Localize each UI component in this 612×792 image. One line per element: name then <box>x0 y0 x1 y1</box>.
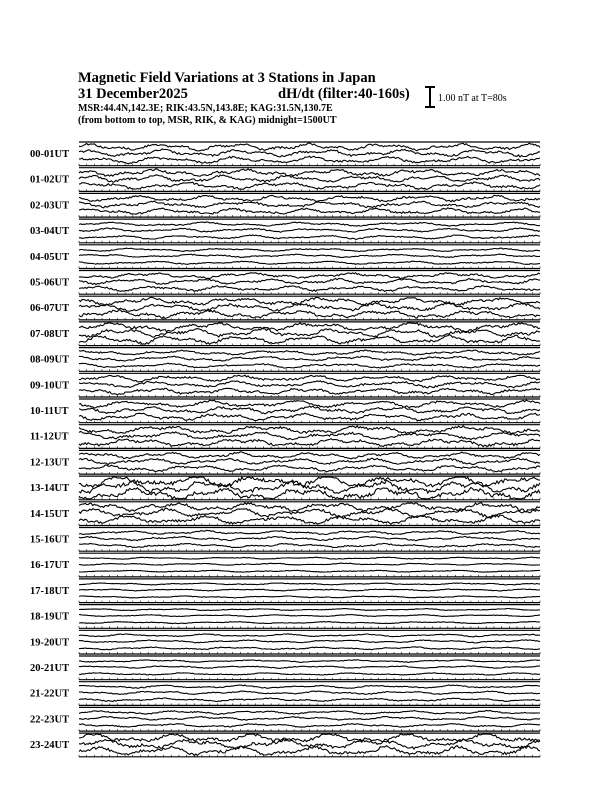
trace-kag <box>79 530 540 534</box>
row-02-03UT <box>30 193 540 217</box>
minute-ticks <box>79 524 540 526</box>
row-label: 06-07UT <box>30 303 70 315</box>
trace-kag <box>79 634 540 637</box>
trace-rik <box>79 201 540 208</box>
trace-kag <box>79 169 540 177</box>
row-label: 00-01UT <box>30 149 70 160</box>
row-label: 23-24UT <box>30 740 70 752</box>
trace-msr <box>79 310 540 319</box>
trace-rik <box>79 175 540 182</box>
row-label: 15-16UT <box>30 534 70 546</box>
row-04-05UT <box>30 245 540 269</box>
trace-rik <box>79 356 540 361</box>
minute-ticks <box>79 446 540 448</box>
trace-kag <box>79 477 540 487</box>
row-08-09UT <box>30 348 540 372</box>
row-label: 04-05UT <box>30 251 70 263</box>
row-09-10UT <box>30 373 540 397</box>
trace-kag <box>79 143 540 151</box>
date-label: 31 December2025 <box>78 86 188 102</box>
row-13-14UT <box>30 476 540 500</box>
trace-msr <box>79 515 540 524</box>
trace-kag <box>79 323 540 332</box>
trace-msr <box>79 335 540 344</box>
row-label: 01-02UT <box>30 174 70 186</box>
trace-msr <box>79 543 540 547</box>
row-label: 13-14UT <box>30 483 70 495</box>
minute-ticks <box>79 164 540 166</box>
row-12-13UT <box>30 450 540 474</box>
trace-rik <box>79 589 540 591</box>
trace-msr <box>79 388 540 395</box>
trace-msr <box>79 488 540 499</box>
row-label: 03-04UT <box>30 226 70 238</box>
trace-kag <box>79 248 540 252</box>
trace-rik <box>79 381 540 388</box>
row-label: 14-15UT <box>30 508 70 520</box>
trace-kag <box>79 222 540 226</box>
trace-msr <box>79 363 540 368</box>
row-00-01UT <box>30 142 540 166</box>
minute-ticks <box>79 267 540 269</box>
minute-ticks <box>79 703 540 705</box>
stations-label: MSR:44.4N,142.3E; RIK:43.5N,143.8E; KAG:31.5N,130.7E <box>78 103 333 114</box>
trace-msr <box>79 208 540 214</box>
row-label: 07-08UT <box>30 328 70 340</box>
minute-ticks <box>79 292 540 294</box>
trace-rik <box>79 691 540 694</box>
row-16-17UT <box>30 553 540 577</box>
trace-kag <box>79 273 540 279</box>
row-19-20UT <box>30 630 540 654</box>
trace-msr <box>79 465 540 472</box>
trace-rik <box>79 536 540 540</box>
row-11-12UT <box>30 425 540 449</box>
chart-title: Magnetic Field Variations at 3 Stations in Japan <box>78 70 376 86</box>
trace-rik <box>79 254 540 257</box>
minute-ticks <box>79 498 540 500</box>
trace-msr <box>79 261 540 264</box>
minute-ticks <box>79 652 540 654</box>
trace-msr <box>79 286 540 292</box>
row-01-02UT <box>30 168 540 192</box>
row-18-19UT <box>30 605 540 629</box>
trace-msr <box>79 622 540 624</box>
trace-kag <box>79 557 540 559</box>
minute-ticks <box>79 601 540 603</box>
row-label: 21-22UT <box>30 688 70 700</box>
minute-ticks <box>79 472 540 474</box>
row-23-24UT <box>30 733 540 757</box>
row-label: 22-23UT <box>30 714 70 726</box>
row-07-08UT <box>30 322 540 346</box>
trace-msr <box>79 156 540 164</box>
trace-rik <box>79 406 540 414</box>
minute-ticks <box>79 395 540 397</box>
row-label: 11-12UT <box>30 431 69 443</box>
minute-ticks <box>79 421 540 423</box>
trace-kag <box>79 609 540 611</box>
scale-label: 1.00 nT at T=80s <box>438 93 507 104</box>
minute-ticks <box>79 626 540 628</box>
trace-msr <box>79 235 540 239</box>
trace-rik <box>79 666 540 668</box>
minute-ticks <box>79 318 540 320</box>
minute-ticks <box>79 215 540 217</box>
trace-msr <box>79 413 540 421</box>
trace-kag <box>79 350 540 355</box>
trace-msr <box>79 570 540 572</box>
trace-rik <box>79 508 540 518</box>
trace-msr <box>79 673 540 675</box>
minute-ticks <box>79 369 540 371</box>
trace-rik <box>79 303 540 311</box>
trace-rik <box>79 717 540 721</box>
row-03-04UT <box>30 219 540 243</box>
trace-rik <box>79 563 540 565</box>
variable-label: dH/dt (filter:40-160s) <box>278 86 410 102</box>
trace-rik <box>79 228 540 232</box>
row-label: 18-19UT <box>30 611 70 623</box>
minute-ticks <box>79 729 540 731</box>
trace-msr <box>79 596 540 598</box>
row-label: 20-21UT <box>30 663 70 674</box>
minute-ticks <box>79 755 540 757</box>
trace-kag <box>79 375 540 382</box>
row-label: 10-11UT <box>30 406 69 417</box>
row-22-23UT <box>30 707 540 731</box>
trace-rik <box>79 640 540 643</box>
row-10-11UT <box>30 399 540 423</box>
minute-ticks <box>79 678 540 680</box>
row-label: 12-13UT <box>30 457 70 469</box>
row-15-16UT <box>30 528 540 552</box>
row-06-07UT <box>30 296 540 320</box>
row-label: 02-03UT <box>30 200 70 212</box>
row-label: 09-10UT <box>30 380 70 392</box>
minute-ticks <box>79 575 540 577</box>
trace-msr <box>79 698 540 702</box>
trace-msr <box>79 724 540 728</box>
trace-rik <box>79 278 540 284</box>
row-label: 19-20UT <box>30 637 70 649</box>
row-20-21UT <box>30 656 540 680</box>
row-05-06UT <box>30 271 540 295</box>
row-label: 17-18UT <box>30 585 70 597</box>
row-label: 16-17UT <box>30 560 70 572</box>
trace-msr <box>79 182 540 189</box>
row-14-15UT <box>30 502 540 526</box>
minute-ticks <box>79 241 540 243</box>
row-21-22UT <box>30 682 540 706</box>
trace-kag <box>79 452 540 459</box>
trace-kag <box>79 195 540 202</box>
minute-ticks <box>79 189 540 191</box>
trace-kag <box>79 660 540 663</box>
trace-kag <box>79 583 540 585</box>
trace-msr <box>79 647 540 650</box>
minute-ticks <box>79 549 540 551</box>
trace-kag <box>79 297 540 305</box>
trace-kag <box>79 685 540 688</box>
row-17-18UT <box>30 579 540 603</box>
trace-kag <box>79 711 540 715</box>
trace-kag <box>79 426 540 434</box>
row-label: 05-06UT <box>30 277 70 289</box>
trace-rik <box>79 615 540 617</box>
order-note: (from bottom to top, MSR, RIK, & KAG) midnight=1500UT <box>78 115 337 126</box>
row-label: 08-09UT <box>30 354 70 366</box>
trace-rik <box>79 431 540 439</box>
trace-rik <box>79 458 540 464</box>
